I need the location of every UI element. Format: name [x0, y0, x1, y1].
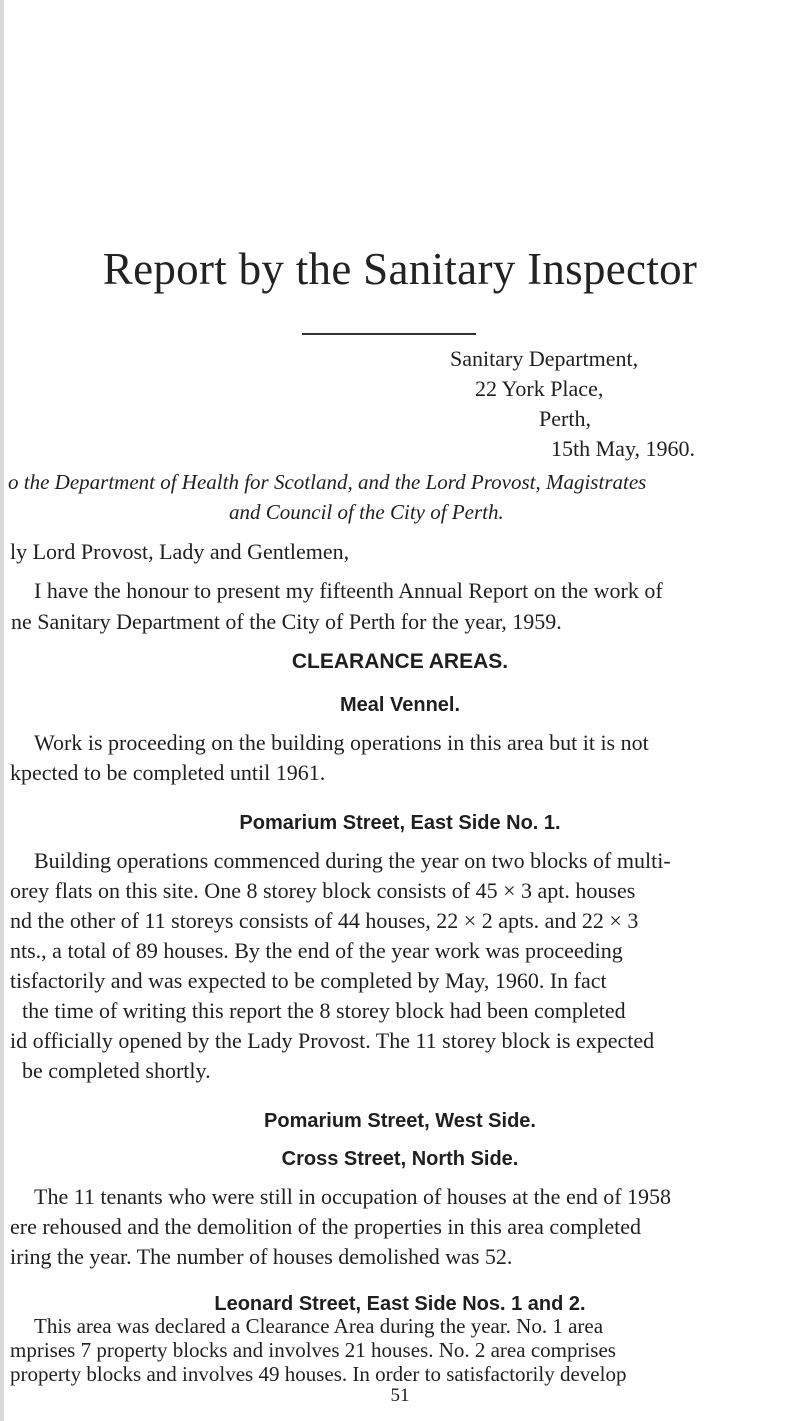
body-line: Work is proceeding on the building operations in this area but it is not — [34, 730, 649, 755]
body-line: nd the other of 11 storeys consists of 44 houses, 22 × 2 apts. and 22 × 3 — [10, 908, 639, 933]
body-line: This area was declared a Clearance Area during the year. No. 1 area — [34, 1314, 604, 1338]
address-line: 15th May, 1960. — [551, 436, 696, 461]
page-number: 51 — [390, 1385, 410, 1406]
report-title: Report by the Sanitary Inspector — [102, 244, 698, 294]
body-line: id officially opened by the Lady Provost. The 11 storey block is expected — [10, 1028, 655, 1053]
body-line: kpected to be completed until 1961. — [10, 760, 326, 785]
body-line: be completed shortly. — [22, 1058, 211, 1083]
subsection-heading: Meal Vennel. — [339, 694, 461, 716]
body-line: nts., a total of 89 houses. By the end of the year work was proceeding — [10, 938, 623, 963]
body-line: mprises 7 property blocks and involves 21 houses. No. 2 area comprises — [10, 1338, 616, 1362]
body-line: The 11 tenants who were still in occupation of houses at the end of 1958 — [34, 1184, 672, 1209]
greeting: ly Lord Provost, Lady and Gentlemen, — [10, 539, 350, 564]
address-line: 22 York Place, — [475, 376, 604, 401]
subsection-heading: Cross Street, North Side. — [281, 1148, 519, 1170]
title-divider — [302, 333, 476, 335]
addressee-line: and Council of the City of Perth. — [229, 500, 504, 524]
subsection-heading: Pomarium Street, West Side. — [264, 1110, 536, 1132]
body-line: tisfactorily and was expected to be completed by May, 1960. In fact — [10, 968, 607, 993]
intro-line: I have the honour to present my fifteenth Annual Report on the work of — [34, 578, 663, 603]
subsection-heading: Leonard Street, East Side Nos. 1 and 2. — [214, 1293, 586, 1315]
body-line: iring the year. The number of houses demolished was 52. — [10, 1244, 513, 1269]
body-line: Building operations commenced during the year on two blocks of multi- — [34, 848, 671, 873]
body-line: ere rehoused and the demolition of the properties in this area completed — [10, 1214, 642, 1239]
addressee-line: o the Department of Health for Scotland, and the Lord Provost, Magistrates — [8, 470, 647, 494]
section-heading: CLEARANCE AREAS. — [291, 650, 509, 673]
body-line: the time of writing this report the 8 storey block had been completed — [22, 998, 626, 1023]
subsection-heading: Pomarium Street, East Side No. 1. — [239, 812, 561, 834]
body-line: property blocks and involves 49 houses. In order to satisfactorily develop — [10, 1362, 627, 1386]
intro-line: ne Sanitary Department of the City of Perth for the year, 1959. — [11, 609, 562, 634]
address-line: Sanitary Department, — [450, 346, 639, 371]
address-line: Perth, — [539, 406, 591, 431]
body-line: orey flats on this site. One 8 storey block consists of 45 × 3 apt. houses — [10, 878, 636, 903]
